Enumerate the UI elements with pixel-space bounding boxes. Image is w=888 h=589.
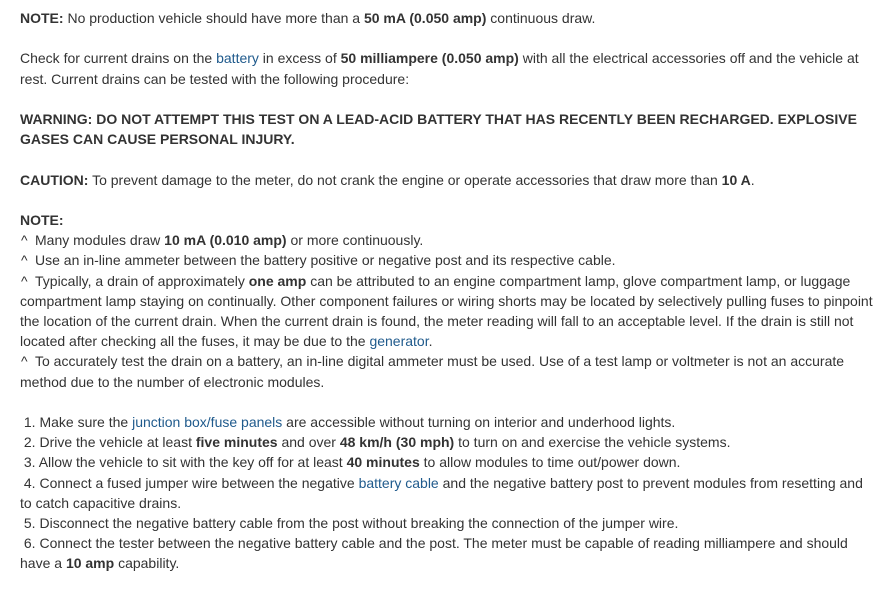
- step-item: [20, 533, 874, 573]
- note-list-label: NOTE:: [20, 211, 64, 228]
- check-text: Check for current drains on the: [20, 50, 217, 67]
- step-number: 2.: [23, 434, 36, 451]
- caution-paragraph: [20, 170, 874, 190]
- note-label: NOTE:: [20, 10, 64, 26]
- step-item: [20, 412, 874, 432]
- junction-box-fuse-panels-link[interactable]: junction box/fuse panels: [132, 413, 283, 430]
- step-text: Make sure the: [35, 413, 133, 430]
- step-item: [20, 432, 874, 452]
- step-number: 5.: [23, 515, 36, 531]
- note-text: No production vehicle should have more than a: [63, 10, 364, 26]
- step-item: [20, 513, 874, 533]
- battery-link[interactable]: battery: [216, 50, 259, 67]
- generator-link[interactable]: generator: [369, 333, 429, 350]
- step-text: Allow the vehicle to sit with the key off for at least: [35, 454, 347, 471]
- bullet-text: Use an in-line ammeter between the battery positive or negative post and its respective cable.: [35, 252, 616, 269]
- bullet-text: Typically, a drain of approximately: [35, 272, 249, 289]
- note-value: 50 mA (0.050 amp): [363, 10, 487, 26]
- caution-text: To prevent damage to the meter, do not crank the engine or operate accessories that draw more than: [88, 171, 722, 188]
- step-text-end: are accessible without turning on interior and underhood lights.: [282, 413, 676, 430]
- step-value: five minutes: [195, 434, 278, 451]
- check-value: 50 milliampere (0.050 amp): [340, 50, 519, 67]
- bullet-text: To accurately test the drain on a battery, an in-line digital ammeter must be used. Use of a test lamp or voltmeter is not an accurate method due to the number of electronic modules.: [20, 353, 845, 390]
- step-number: 3.: [23, 454, 36, 471]
- step-text: Connect a fused jumper wire between the negative: [35, 474, 359, 491]
- step-number: 4.: [23, 474, 36, 491]
- note-bullet: [20, 351, 874, 391]
- check-paragraph: [20, 48, 874, 88]
- caution-label: CAUTION:: [20, 171, 89, 188]
- note-no-production-draw: [20, 8, 874, 28]
- caret-icon: ^: [21, 232, 28, 249]
- note-bullet: [20, 250, 874, 270]
- step-item: [20, 452, 874, 472]
- step-text-end: and the negative battery post to prevent modules from resetting and to catch capacitive drains.: [20, 474, 863, 511]
- procedure-steps: [20, 412, 874, 574]
- check-text-2: in excess of: [258, 50, 341, 67]
- battery-cable-link[interactable]: battery cable: [358, 474, 439, 491]
- step-text: Disconnect the negative battery cable from the post without breaking the connection of the jumper wire.: [35, 515, 679, 531]
- bullet-value: one amp: [248, 272, 307, 289]
- step-text-end: to turn on and exercise the vehicle systems.: [454, 434, 731, 451]
- note-bullet: [20, 271, 874, 352]
- step-value: 40 minutes: [346, 454, 420, 471]
- caution-value: 10 A: [721, 171, 751, 188]
- caret-icon: ^: [21, 272, 28, 289]
- caret-icon: ^: [21, 252, 28, 269]
- step-text: Connect the tester between the negative battery cable and the post. The meter must be capable of reading milliampere and should have a: [20, 535, 848, 572]
- step-number: 1.: [23, 413, 36, 430]
- step-text: Drive the vehicle at least: [35, 434, 196, 451]
- caret-icon: ^: [21, 353, 28, 370]
- warning-paragraph: WARNING: DO NOT ATTEMPT THIS TEST ON A LEAD-ACID BATTERY THAT HAS RECENTLY BEEN RECHARGED. EXPLOSIVE GASES CAN CAUSE PERSONAL INJURY.: [20, 110, 857, 148]
- step-value: 10 amp: [65, 555, 115, 572]
- caution-text-end: .: [750, 171, 755, 188]
- step-item: [20, 473, 874, 513]
- step-text-end: capability.: [114, 555, 180, 572]
- step-text-2: and over: [277, 434, 340, 451]
- step-number: 6.: [23, 535, 36, 552]
- step-value-2: 48 km/h (30 mph): [339, 434, 455, 451]
- bullet-text-end: or more continuously.: [286, 232, 424, 249]
- check-text-3: with all the electrical accessories off and the vehicle at rest. Current drains can be tested with the following procedure:: [20, 50, 859, 87]
- bullet-value: 10 mA (0.010 amp): [164, 232, 287, 249]
- note-bullet: [20, 230, 874, 250]
- note-text-end: continuous draw.: [486, 10, 596, 26]
- bullet-text-2: can be attributed to an engine compartment lamp, glove compartment lamp, or luggage compartment lamp staying on continually. Other component failures or wiring shorts may be located by selectively pulling fuses to pinpoint the location of the current drain. When the current drain is found, the meter reading will fall to an acceptable level. If the drain is still not located after checking all the fuses, it may be due to the: [20, 272, 873, 350]
- note-list-heading: [20, 210, 874, 230]
- bullet-text: Many modules draw: [35, 232, 165, 249]
- step-text-end: to allow modules to time out/power down.: [419, 454, 681, 471]
- bullet-text-end: .: [428, 333, 433, 350]
